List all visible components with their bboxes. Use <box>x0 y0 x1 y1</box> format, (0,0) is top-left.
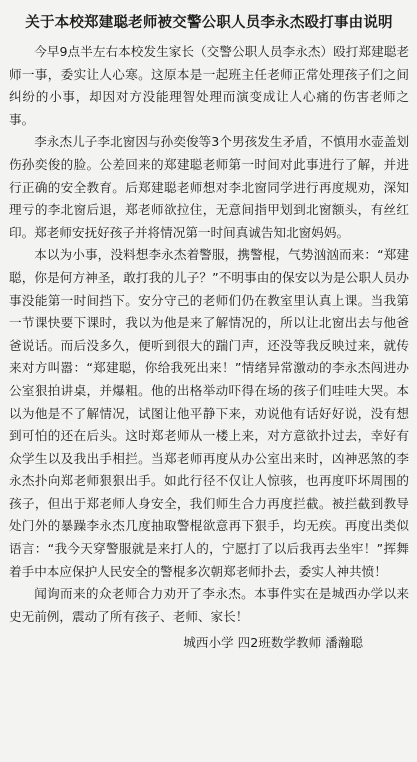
document-title: 关于本校郑建聪老师被交警公职人员李永杰殴打事由说明 <box>25 15 393 31</box>
body-paragraph-3: 本以为小事，没料想李永杰着警服，携警棍，气势汹汹而来：“郑建聪，你是何方神圣，敢打我的儿子？”不明事由的保安以为是公职人员办事没能第一时间挡下。安分守己的老师们仍在教室里认真上课。当我第一节课快要下课时，我以为他是来了解情况的，所以让北窗出去与他爸爸说话。而后没多久，便听到很大的踹门声，还没等我反映过来，就传来对方叫嚣：“郑建聪，你给我死出来！”情绪异常激动的李永杰闯进办公室狠拍讲桌，并爆粗。他的出格举动吓得在场的孩子们哇哇大哭。本以为他是不了解情况，试图让他平静下来，劝说他有话好好说，没有想到可怕的还在后头。这时郑老师从一楼上来，对方意欲扑过去，幸好有众学生以及我出手相拦。当郑老师再度从办公室出来时，凶神恶煞的李永杰扑向郑老师狠狠出手。如此行径不仅让人惊骇，也再度吓坏周围的孩子，但出于郑老师人身安全，我们师生合力再度拦截。被拦截到教导处门外的暴躁李永杰几度抽取警棍欲意再下狠手，均无疾。再度出类似语言：“我今天穿警服就是来打人的，宁愿打了以后我再去坐牢！”挥舞着手中本应保护人民安全的警棍多次朝郑老师扑去，委实人神共愤！ <box>9 247 409 579</box>
body-paragraph-2: 李永杰儿子李北窗因与孙奕俊等3个男孩发生矛盾，不慎用水壶盖划伤孙奕俊的脸。公差回来的郑建聪老师第一时间对此事进行了解，并进行正确的安全教育。后郑建聪老师想对李北窗同学进行再度规劝，深知理亏的李北窗后退，郑老师欲拉住，无意间指甲划到北窗额头，有丝红印。郑老师安抚好孩子并将情况第一时间真诚告知北窗妈妈。 <box>9 134 409 240</box>
signature: 城西小学 四2班数学教师 潘瀚聪 <box>183 635 363 651</box>
body-paragraph-1: 今早9点半左右本校发生家长（交警公职人员李永杰）殴打郑建聪老师一事，委实让人心寒。这原本是一起班主任老师正常处理孩子们之间纠纷的小事，却因对方没能理智处理而演变成让人心痛的伤害老师之事。 <box>9 44 409 127</box>
body-paragraph-4: 闻询而来的众老师合力劝开了李永杰。本事件实在是城西办学以来史无前例，震动了所有孩子、老师、家长！ <box>9 586 409 624</box>
